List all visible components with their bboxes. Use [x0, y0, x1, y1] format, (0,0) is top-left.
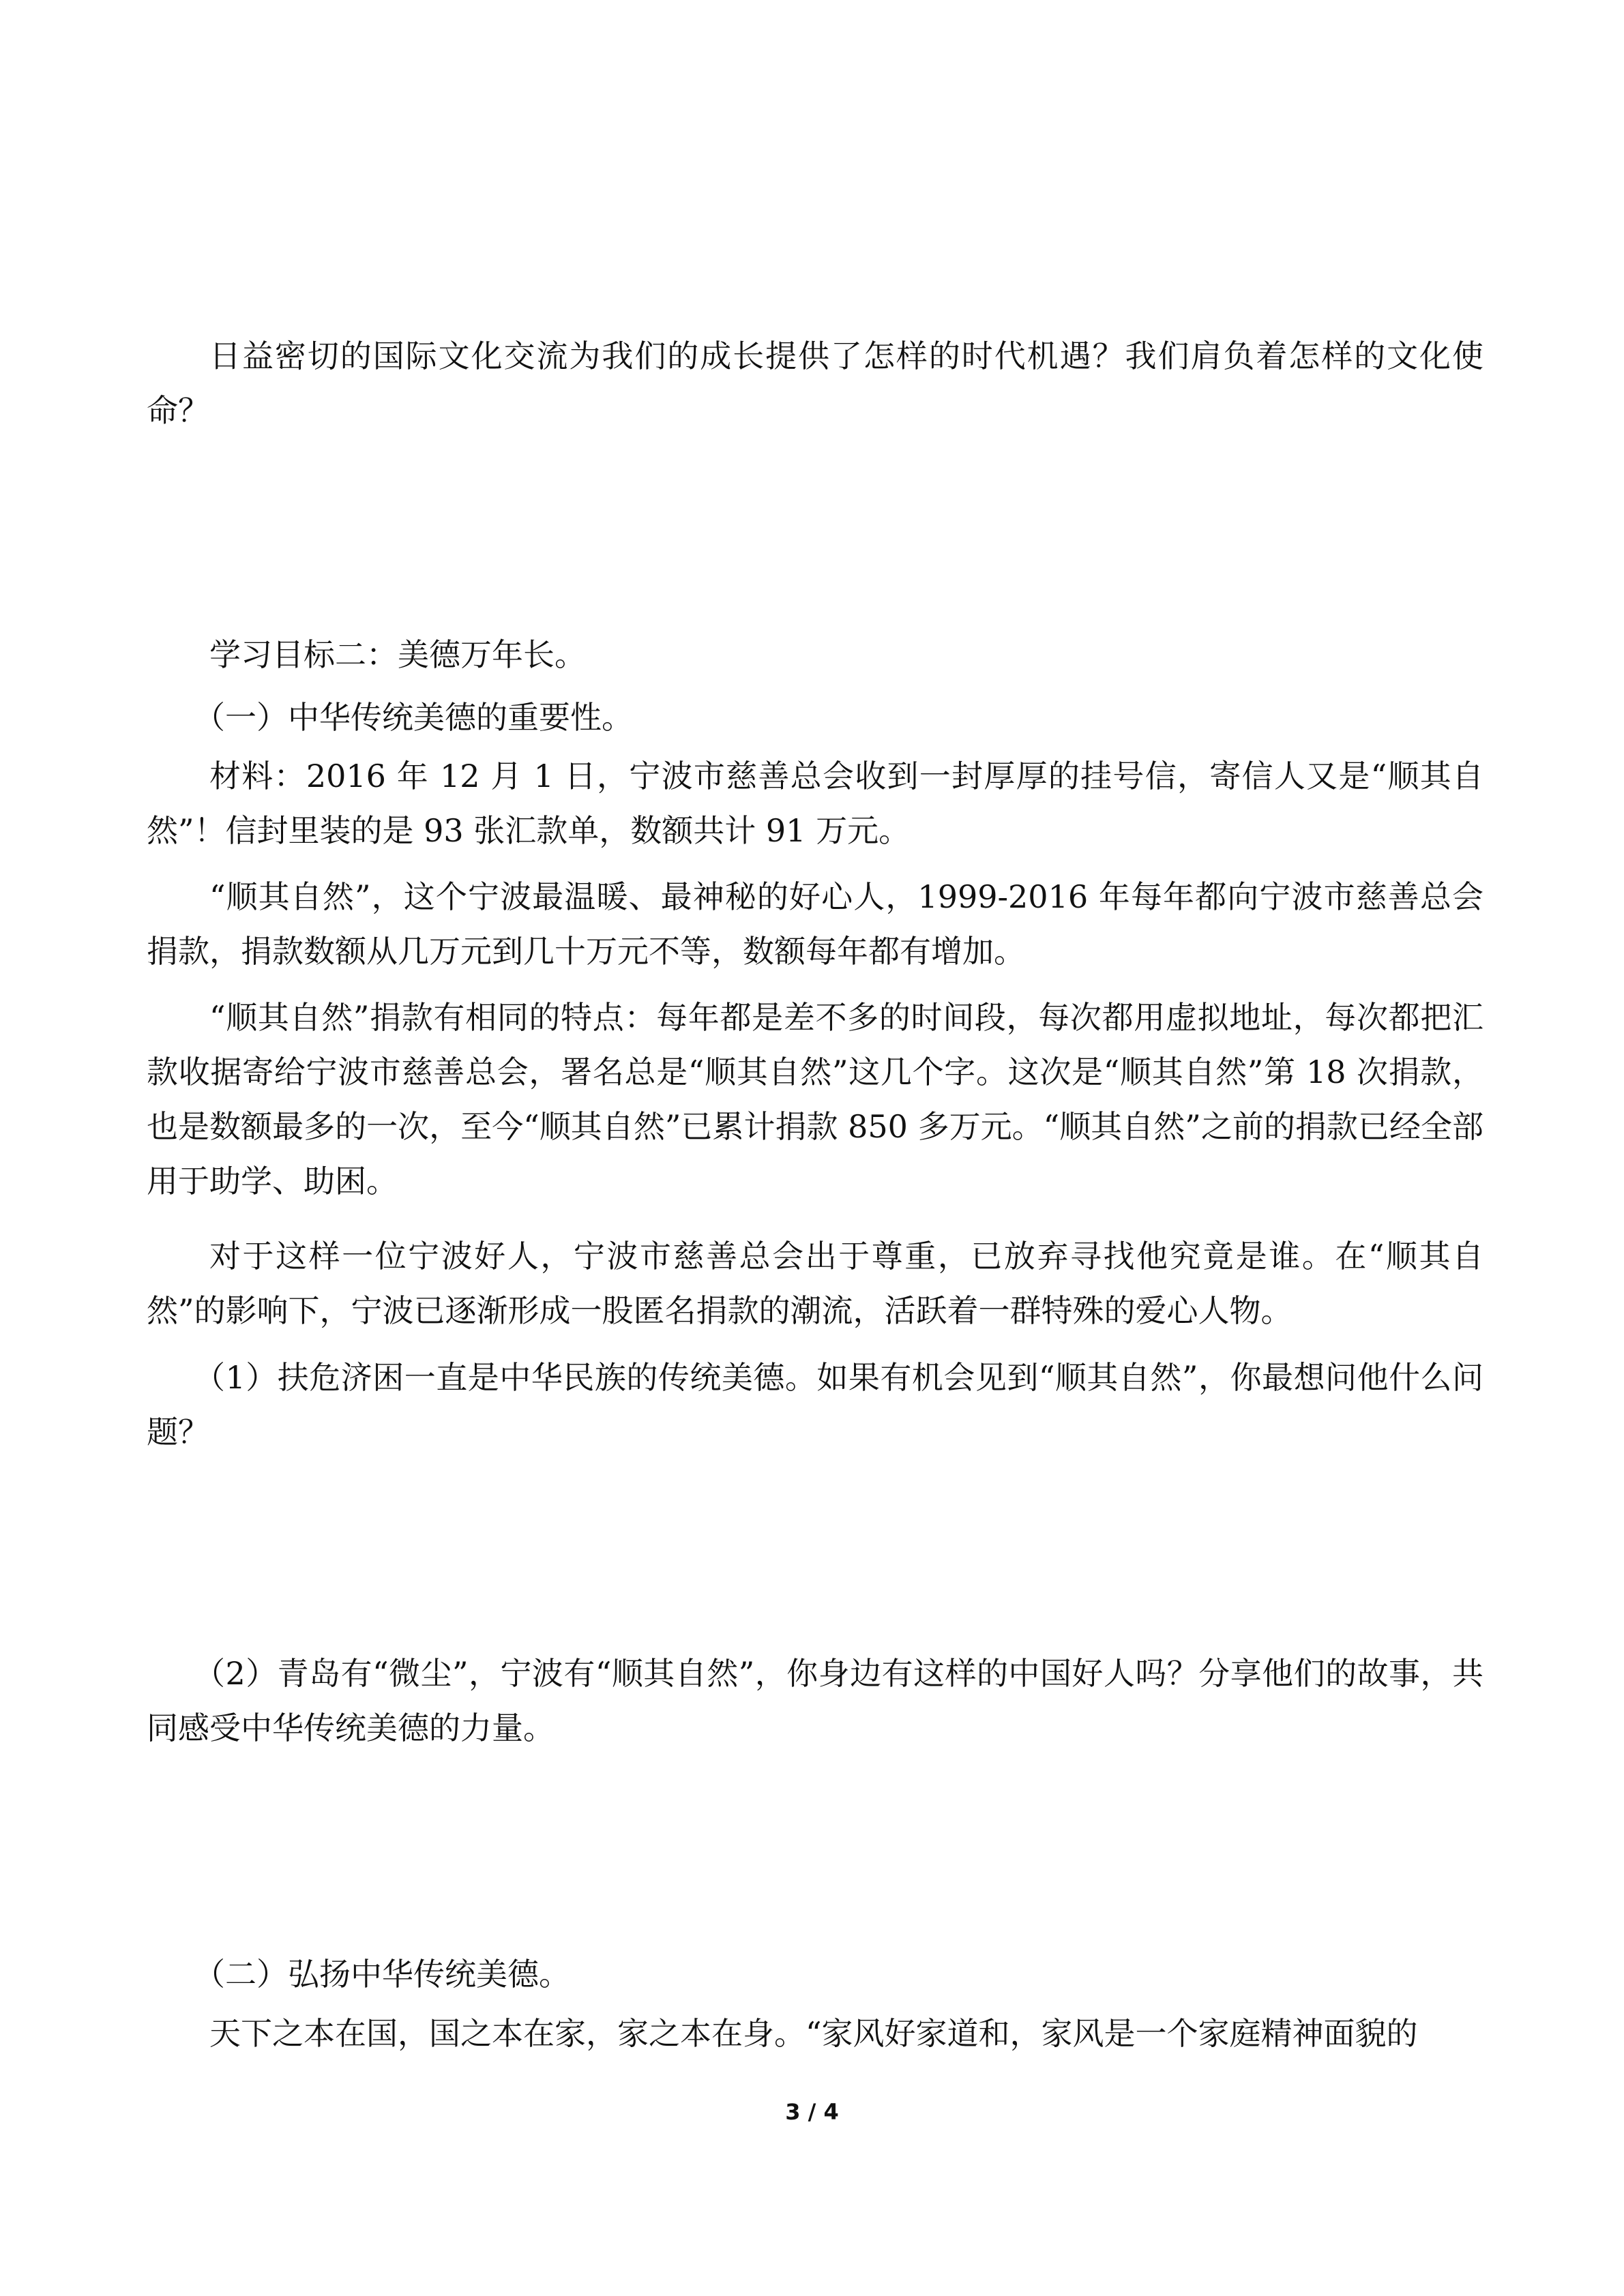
- page-number: 3 / 4: [785, 2099, 839, 2125]
- section-heading-importance: （一）中华传统美德的重要性。: [194, 699, 633, 736]
- question-1: （1）扶危济困一直是中华民族的传统美德。如果有机会见到“顺其自然”，你最想问他什么问题？: [147, 1359, 1483, 1450]
- section-heading-promote: （二）弘扬中华传统美德。: [194, 1956, 570, 1993]
- closing-paragraph: 天下之本在国，国之本在家，家之本在身。“家风好家道和，家风是一个家庭精神面貌的: [209, 2015, 1418, 2052]
- material-paragraph-2: “顺其自然”，这个宁波最温暖、最神秘的好心人，1999-2016 年每年都向宁波市慈善总会捐款，捐款数额从几万元到几十万元不等，数额每年都有增加。: [147, 878, 1483, 970]
- material-paragraph-3: “顺其自然”捐款有相同的特点：每年都是差不多的时间段，每次都用虚拟地址，每次都把汇款收据寄给宁波市慈善总会，署名总是“顺其自然”这几个字。这次是“顺其自然”第 18 次捐款，也是数额最多的一次，至今“顺其自然”已累计捐款 850 多万元。“顺其自然”之前的捐款已经全部用于助学、助困。: [147, 999, 1483, 1199]
- material-paragraph-1: 材料：2016 年 12 月 1 日，宁波市慈善总会收到一封厚厚的挂号信，寄信人又是“顺其自然”！信封里装的是 93 张汇款单，数额共计 91 万元。: [147, 758, 1483, 849]
- question-2: （2）青岛有“微尘”，宁波有“顺其自然”，你身边有这样的中国好人吗？分享他们的故事，共同感受中华传统美德的力量。: [147, 1655, 1483, 1746]
- question-culture-exchange: 日益密切的国际文化交流为我们的成长提供了怎样的时代机遇？我们肩负着怎样的文化使命？: [147, 338, 1483, 429]
- material-paragraph-4: 对于这样一位宁波好人，宁波市慈善总会出于尊重，已放弃寻找他究竟是谁。在“顺其自然”的影响下，宁波已逐渐形成一股匿名捐款的潮流，活跃着一群特殊的爱心人物。: [147, 1238, 1483, 1329]
- learning-goal-two: 学习目标二：美德万年长。: [209, 636, 586, 673]
